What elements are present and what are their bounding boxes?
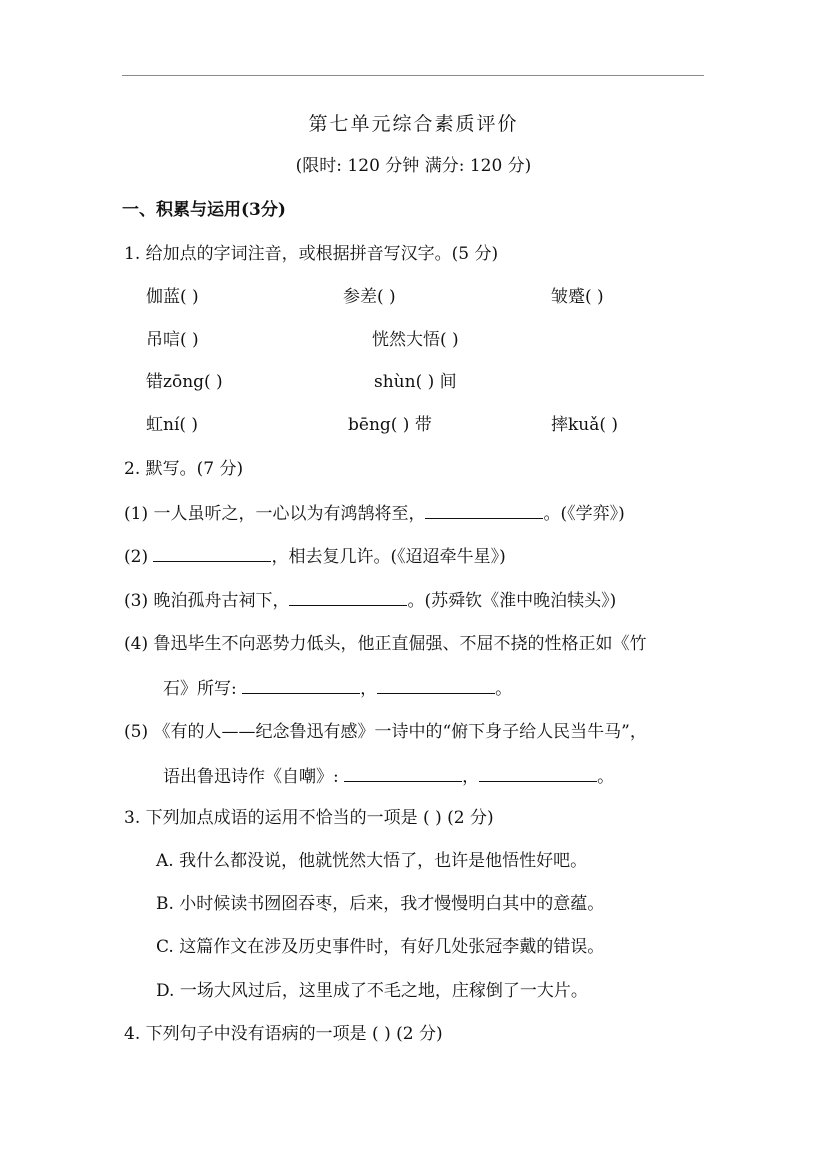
q1-item-shunjian: shùn( ) 间: [374, 372, 457, 392]
answer-blank[interactable]: [479, 766, 597, 782]
question-2-stem: 2. 默写。(7 分): [124, 459, 244, 479]
answer-blank[interactable]: [289, 590, 407, 606]
q2-line-2-text: ，相去复几许。(《迢迢牵牛星》): [271, 547, 506, 567]
answer-blank[interactable]: [425, 503, 543, 519]
comma: ，: [462, 767, 480, 787]
q3-option-a: A. 我什么都没说，他就恍然大悟了，也许是他悟性好吧。: [156, 851, 588, 871]
comma: ，: [360, 679, 378, 699]
header-rule: [122, 75, 704, 76]
answer-blank[interactable]: [242, 678, 360, 694]
q2-line-4-cont-text: 石》所写:: [163, 679, 243, 699]
q2-line-3: [124, 590, 616, 611]
q1-item-hongni: 虹ní( ): [146, 415, 199, 435]
q2-line-1-text: (1) 一人虽听之，一心以为有鸿鹄将至，: [124, 504, 426, 524]
q1-item-cuozong: 错zōng( ): [146, 372, 223, 392]
q2-line-5-cont: [163, 766, 614, 787]
q2-line-2: [124, 546, 506, 567]
answer-blank[interactable]: [153, 546, 271, 562]
q2-line-5: (5) 《有的人——纪念鲁迅有感》一诗中的“俯下身子给人民当牛马”，: [124, 722, 647, 742]
question-4-stem: 4. 下列句子中没有语病的一项是 ( ) (2 分): [124, 1024, 443, 1044]
q3-option-c: C. 这篇作文在涉及历史事件时，有好几处张冠李戴的错误。: [156, 937, 605, 957]
q2-line-4-cont: [163, 678, 512, 699]
answer-blank[interactable]: [344, 766, 462, 782]
q1-item-bengdai: bēng( ) 带: [348, 415, 432, 435]
q1-item-zhoucu: 皱蹙( ): [551, 287, 604, 307]
page-subtitle: (限时: 120 分钟 满分: 120 分): [295, 156, 532, 176]
q2-line-1: [124, 503, 625, 524]
q2-line-5-cont-text: 语出鲁迅诗作《自嘲》:: [163, 767, 345, 787]
q1-item-shuaikua: 摔kuǎ( ): [551, 415, 619, 435]
q1-item-galan: 伽蓝( ): [146, 287, 199, 307]
q3-option-b: B. 小时候读书囫囵吞枣，后来，我才慢慢明白其中的意蕴。: [156, 894, 605, 914]
q2-line-1-source: 。(《学弈》): [543, 504, 625, 524]
answer-blank[interactable]: [377, 678, 495, 694]
q2-line-2-label: (2): [124, 547, 154, 567]
q1-item-diaoyan: 吊唁( ): [146, 330, 199, 350]
page-title: 第七单元综合素质评价: [308, 113, 519, 135]
q3-option-d: D. 一场大风过后，这里成了不毛之地，庄稼倒了一大片。: [156, 981, 588, 1001]
q1-item-huangran: 恍然大悟( ): [372, 330, 459, 350]
q2-line-3-text: (3) 晚泊孤舟古祠下，: [124, 591, 290, 611]
section-heading: 一、积累与运用(3分): [122, 200, 286, 220]
q2-line-3-source: 。(苏舜钦《淮中晚泊犊头》): [407, 591, 617, 611]
period: 。: [495, 679, 513, 699]
q1-item-cenci: 参差( ): [343, 287, 396, 307]
q2-line-4: (4) 鲁迅毕生不向恶势力低头，他正直倔强、不屈不挠的性格正如《竹: [124, 634, 647, 654]
question-3-stem: 3. 下列加点成语的运用不恰当的一项是 ( ) (2 分): [124, 808, 494, 828]
question-1-stem: 1. 给加点的字词注音，或根据拼音写汉字。(5 分): [124, 244, 499, 264]
period: 。: [597, 767, 615, 787]
